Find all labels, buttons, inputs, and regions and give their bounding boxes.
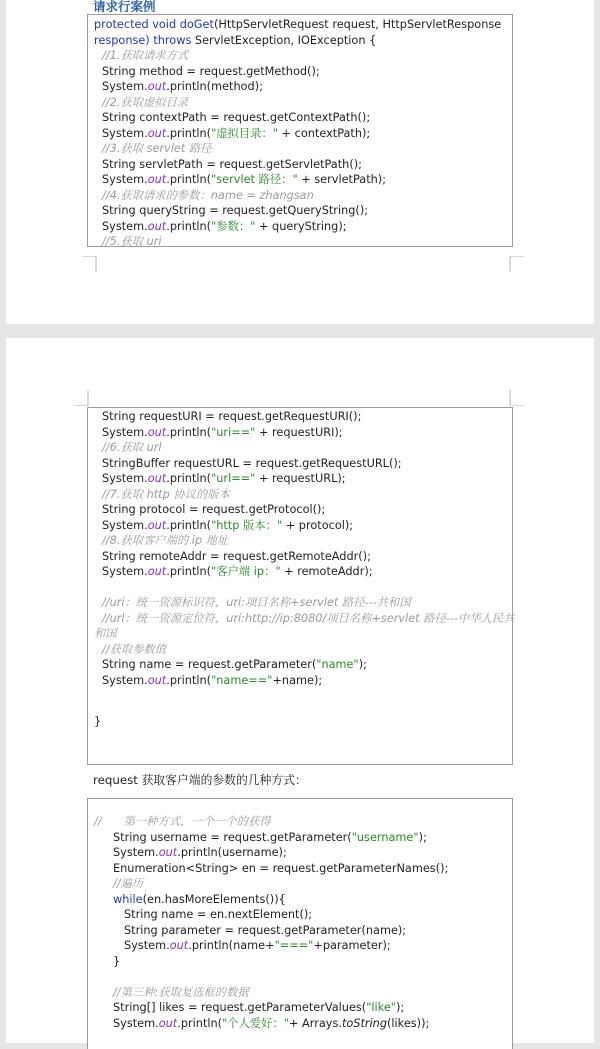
code-line: System.out.println("参数：" + queryString); bbox=[102, 219, 347, 233]
code-line: String remoteAddr = request.getRemoteAddr(); bbox=[102, 549, 371, 563]
code-line: String queryString = request.getQueryString(); bbox=[102, 204, 369, 217]
code-comment: //8.获取客户端的 ip 地址 bbox=[102, 534, 229, 547]
code-line: String protocol = request.getProtocol(); bbox=[102, 503, 326, 516]
page-corner-mark-left bbox=[74, 390, 90, 406]
code-comment: //获取参数值 bbox=[102, 642, 167, 656]
code-block-2 bbox=[87, 407, 513, 765]
code-line: String name = en.nextElement(); bbox=[124, 908, 313, 921]
code-block-1 bbox=[87, 14, 513, 247]
page-corner-mark-right bbox=[508, 390, 524, 406]
document-page-1 bbox=[6, 0, 594, 324]
code-line: System.out.println("http 版本：" + protocol); bbox=[102, 518, 354, 532]
code-comment: //6.获取 url bbox=[102, 441, 162, 454]
code-line: System.out.println("客户端 ip：" + remoteAddr); bbox=[102, 565, 373, 578]
code-line: String requestURI = request.getRequestURI(); bbox=[102, 410, 362, 423]
code-line: String name = request.getParameter("name"); bbox=[102, 658, 367, 671]
code-line: String username = request.getParameter("username"); bbox=[113, 830, 427, 844]
page-corner-mark-left bbox=[82, 256, 98, 272]
code-comment: // 第一种方式，一个一个的获得 bbox=[94, 815, 271, 828]
code-line: Enumeration<String> en = request.getParameterNames(); bbox=[113, 861, 449, 875]
code-comment: //5.获取 uri bbox=[102, 235, 162, 248]
code-comment: //uri：统一资源标识符，uri:项目名称+servlet 路径---共和国 bbox=[102, 596, 411, 609]
code-comment: //遍历 bbox=[113, 877, 144, 890]
code-line: System.out.println("name=="+name); bbox=[102, 673, 323, 687]
code-comment: //1.获取请求方式 bbox=[102, 49, 189, 62]
code-line: response) throws ServletException, IOException { bbox=[94, 33, 377, 47]
code-line: protected void doGet(HttpServletRequest request, HttpServletResponse bbox=[94, 18, 502, 31]
code-comment: 和国 bbox=[94, 627, 117, 640]
code-line: System.out.println(method); bbox=[102, 80, 263, 93]
code-line: System.out.println("虚拟目录：" + contextPath); bbox=[102, 126, 371, 140]
code-line: String[] likes = request.getParameterValues("like"); bbox=[113, 1001, 405, 1014]
closing-brace: } bbox=[113, 954, 121, 968]
closing-brace: } bbox=[94, 715, 102, 728]
code-comment: //3.获取 servlet 路径 bbox=[102, 142, 212, 155]
code-line: String method = request.getMethod(); bbox=[102, 64, 320, 78]
code-comment: //2.获取虚拟目录 bbox=[102, 95, 189, 109]
code-block-3 bbox=[87, 798, 513, 1049]
code-line: StringBuffer requestURL = request.getRequestURL(); bbox=[102, 456, 402, 470]
code-line: System.out.println("uri==" + requestURI); bbox=[102, 425, 343, 439]
code-comment: //4.获取请求的参数：name = zhangsan bbox=[102, 188, 314, 202]
body-paragraph: request 获取客户端的参数的几种方式： bbox=[93, 773, 307, 787]
code-line: String servletPath = request.getServletPath(); bbox=[102, 157, 362, 171]
code-line: System.out.println(name+"==="+parameter); bbox=[124, 939, 391, 952]
code-line: System.out.println("个人爱好："+ Arrays.toString(likes)); bbox=[113, 1016, 430, 1030]
section-heading: 请求行案例 bbox=[93, 0, 156, 14]
document-page-2 bbox=[6, 338, 594, 1043]
code-line: System.out.println(username); bbox=[113, 846, 287, 859]
code-comment: //第三种:获取复选框的数据 bbox=[113, 985, 249, 999]
code-line: String parameter = request.getParameter(name); bbox=[124, 923, 407, 937]
code-comment: //url：统一资源定位符，uri:http://ip:8080/项目名称+servlet 路径---中华人民共 bbox=[102, 611, 515, 625]
code-line: while(en.hasMoreElements()){ bbox=[113, 892, 286, 906]
code-comment: //7.获取 http 协议的版本 bbox=[102, 487, 230, 501]
code-line: System.out.println("url==" + requestURL); bbox=[102, 472, 346, 485]
code-line: System.out.println("servlet 路径：" + servletPath); bbox=[102, 173, 387, 186]
code-line: String contextPath = request.getContextPath(); bbox=[102, 111, 371, 124]
page-corner-mark-right bbox=[508, 256, 524, 272]
